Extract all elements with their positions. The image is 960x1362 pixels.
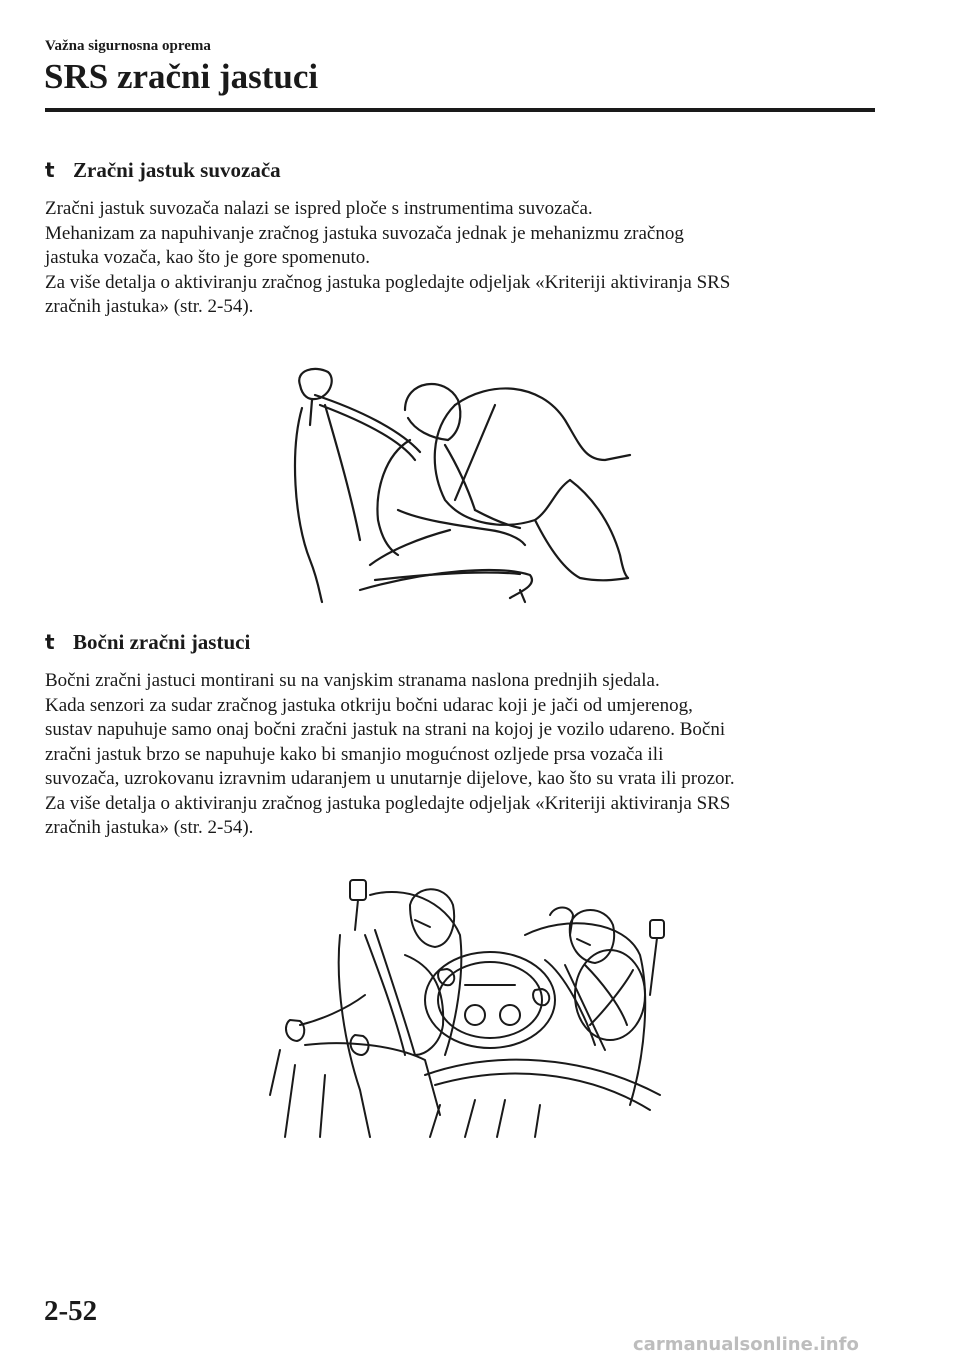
section-passenger-airbag xyxy=(45,158,880,320)
paragraph-line: sustav napuhuje samo onaj bočni zračni jastuk na strani na kojoj je vozilo udareno. Bočni xyxy=(45,719,726,740)
paragraph-line: Bočni zračni jastuci montirani su na vanjskim stranama naslona prednjih sjedala. xyxy=(45,670,660,691)
section-bullet: t xyxy=(45,630,55,654)
paragraph-line: zračni jastuk brzo se napuhuje kako bi smanjio mogućnost ozljede prsa vozača ili xyxy=(45,743,664,765)
paragraph-line: zračnih jastuka» (str. 2-54). xyxy=(45,296,254,317)
paragraph-line: suvozača, uzrokovanu izravnim udaranjem u unutarnje dijelove, kao što su vrata ili prozor. xyxy=(45,768,735,789)
section-heading-text: Zračni jastuk suvozača xyxy=(73,158,281,182)
passenger-airbag-illustration xyxy=(280,360,640,605)
paragraph-line: Mehanizam za napuhivanje zračnog jastuka suvozača jednak je mehanizmu zračnog xyxy=(45,222,684,244)
section-heading-text: Bočni zračni jastuci xyxy=(73,630,251,654)
paragraph-line: Za više detalja o aktiviranju zračnog jastuka pogledajte odjeljak «Kriteriji aktiviranja SRS xyxy=(45,271,731,293)
paragraph-line: Kada senzori za sudar zračnog jastuka otkriju bočni udarac koji je jači od umjerenog, xyxy=(45,694,693,716)
section-heading xyxy=(45,158,880,183)
watermark: carmanualsonline.info xyxy=(633,1334,859,1355)
title-divider xyxy=(45,108,875,112)
side-airbag-illustration xyxy=(265,875,685,1140)
section-heading xyxy=(45,630,880,655)
section-side-airbags xyxy=(45,630,880,841)
section-bullet: t xyxy=(45,158,55,182)
paragraph-line: zračnih jastuka» (str. 2-54). xyxy=(45,817,254,838)
paragraph-line: Zračni jastuk suvozača nalazi se ispred ploče s instrumentima suvozača. xyxy=(45,198,593,219)
page-title: SRS zračni jastuci xyxy=(44,57,319,96)
breadcrumb: Važna sigurnosna oprema xyxy=(45,38,211,54)
paragraph-line: Za više detalja o aktiviranju zračnog jastuka pogledajte odjeljak «Kriteriji aktiviranja SRS xyxy=(45,792,731,814)
page-number: 2-52 xyxy=(44,1295,98,1327)
paragraph-line: jastuka vozača, kao što je gore spomenuto. xyxy=(45,247,371,268)
